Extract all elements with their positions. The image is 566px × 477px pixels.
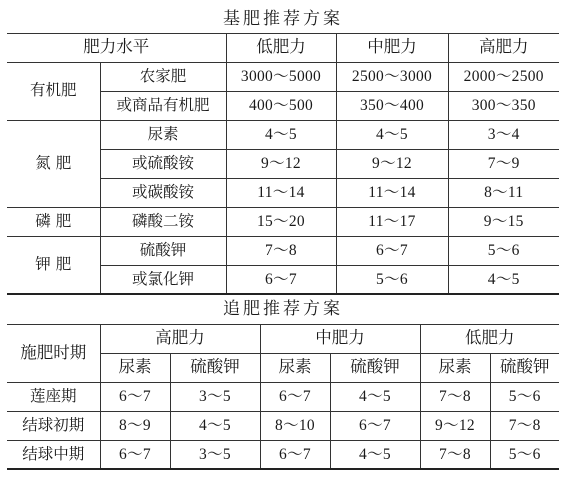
group-label: 有机肥 [7, 62, 100, 120]
high-urea-value: 8～9 [100, 411, 170, 440]
high-value: 7～9 [448, 149, 559, 178]
low-urea-value: 9～12 [420, 411, 490, 440]
low-value: 9～12 [226, 149, 336, 178]
mid-value: 4～5 [336, 120, 448, 149]
low-value: 3000～5000 [226, 62, 336, 91]
high-k-value: 3～5 [170, 382, 260, 411]
table-row [7, 440, 559, 469]
high-value: 2000～2500 [448, 62, 559, 91]
period-header: 施肥时期 [7, 324, 100, 382]
period-label: 莲座期 [7, 382, 100, 411]
table-row [7, 236, 559, 265]
group-label: 磷 肥 [7, 207, 100, 236]
fertilizer-name: 或碳酸铵 [100, 178, 226, 207]
level-header: 肥力水平 [7, 33, 226, 62]
fertilizer-name: 或氯化钾 [100, 265, 226, 294]
table-row [7, 62, 559, 91]
table-row [7, 382, 559, 411]
mid-k-value: 4～5 [330, 382, 420, 411]
mid-k-value: 4～5 [330, 440, 420, 469]
low-fertility-header: 低肥力 [226, 33, 336, 62]
mid-fertility-header: 中肥力 [336, 33, 448, 62]
mid-urea-value: 8～10 [260, 411, 330, 440]
table-row [7, 411, 559, 440]
high-urea-value: 6～7 [100, 382, 170, 411]
topdressing-table-title: 追肥推荐方案 [7, 295, 559, 324]
low-k-value: 5～6 [490, 440, 559, 469]
mid-value: 2500～3000 [336, 62, 448, 91]
mid-value: 350～400 [336, 91, 448, 120]
low-value: 400～500 [226, 91, 336, 120]
potassium-sulfate-header: 硫酸钾 [490, 353, 559, 382]
fertilizer-name: 农家肥 [100, 62, 226, 91]
mid-value: 11～17 [336, 207, 448, 236]
low-urea-value: 7～8 [420, 382, 490, 411]
mid-fertility-header: 中肥力 [260, 324, 420, 353]
low-urea-value: 7～8 [420, 440, 490, 469]
base-table-title: 基肥推荐方案 [7, 6, 559, 33]
high-value: 3～4 [448, 120, 559, 149]
mid-value: 9～12 [336, 149, 448, 178]
mid-value: 6～7 [336, 236, 448, 265]
low-value: 7～8 [226, 236, 336, 265]
mid-urea-value: 6～7 [260, 440, 330, 469]
topdressing-table [7, 295, 559, 470]
high-value: 9～15 [448, 207, 559, 236]
low-k-value: 7～8 [490, 411, 559, 440]
group-label: 氮 肥 [7, 120, 100, 207]
potassium-sulfate-header: 硫酸钾 [170, 353, 260, 382]
fertilizer-name: 磷酸二铵 [100, 207, 226, 236]
fertilizer-name: 硫酸钾 [100, 236, 226, 265]
low-value: 6～7 [226, 265, 336, 294]
fertilizer-name: 或硫酸铵 [100, 149, 226, 178]
high-value: 4～5 [448, 265, 559, 294]
high-urea-value: 6～7 [100, 440, 170, 469]
fertilizer-name: 尿素 [100, 120, 226, 149]
fertilizer-recommendation-page [7, 6, 559, 470]
fertilizer-name: 或商品有机肥 [100, 91, 226, 120]
group-label: 钾 肥 [7, 236, 100, 294]
table-row [7, 207, 559, 236]
period-label: 结球中期 [7, 440, 100, 469]
high-fertility-header: 高肥力 [448, 33, 559, 62]
low-value: 11～14 [226, 178, 336, 207]
high-value: 5～6 [448, 236, 559, 265]
mid-value: 5～6 [336, 265, 448, 294]
low-value: 4～5 [226, 120, 336, 149]
base-fertilizer-table [7, 6, 559, 295]
high-k-value: 4～5 [170, 411, 260, 440]
urea-header: 尿素 [100, 353, 170, 382]
low-value: 15～20 [226, 207, 336, 236]
high-value: 300～350 [448, 91, 559, 120]
table-row [7, 120, 559, 149]
low-k-value: 5～6 [490, 382, 559, 411]
urea-header: 尿素 [260, 353, 330, 382]
mid-urea-value: 6～7 [260, 382, 330, 411]
urea-header: 尿素 [420, 353, 490, 382]
high-k-value: 3～5 [170, 440, 260, 469]
high-fertility-header: 高肥力 [100, 324, 260, 353]
mid-value: 11～14 [336, 178, 448, 207]
mid-k-value: 6～7 [330, 411, 420, 440]
low-fertility-header: 低肥力 [420, 324, 559, 353]
period-label: 结球初期 [7, 411, 100, 440]
high-value: 8～11 [448, 178, 559, 207]
potassium-sulfate-header: 硫酸钾 [330, 353, 420, 382]
